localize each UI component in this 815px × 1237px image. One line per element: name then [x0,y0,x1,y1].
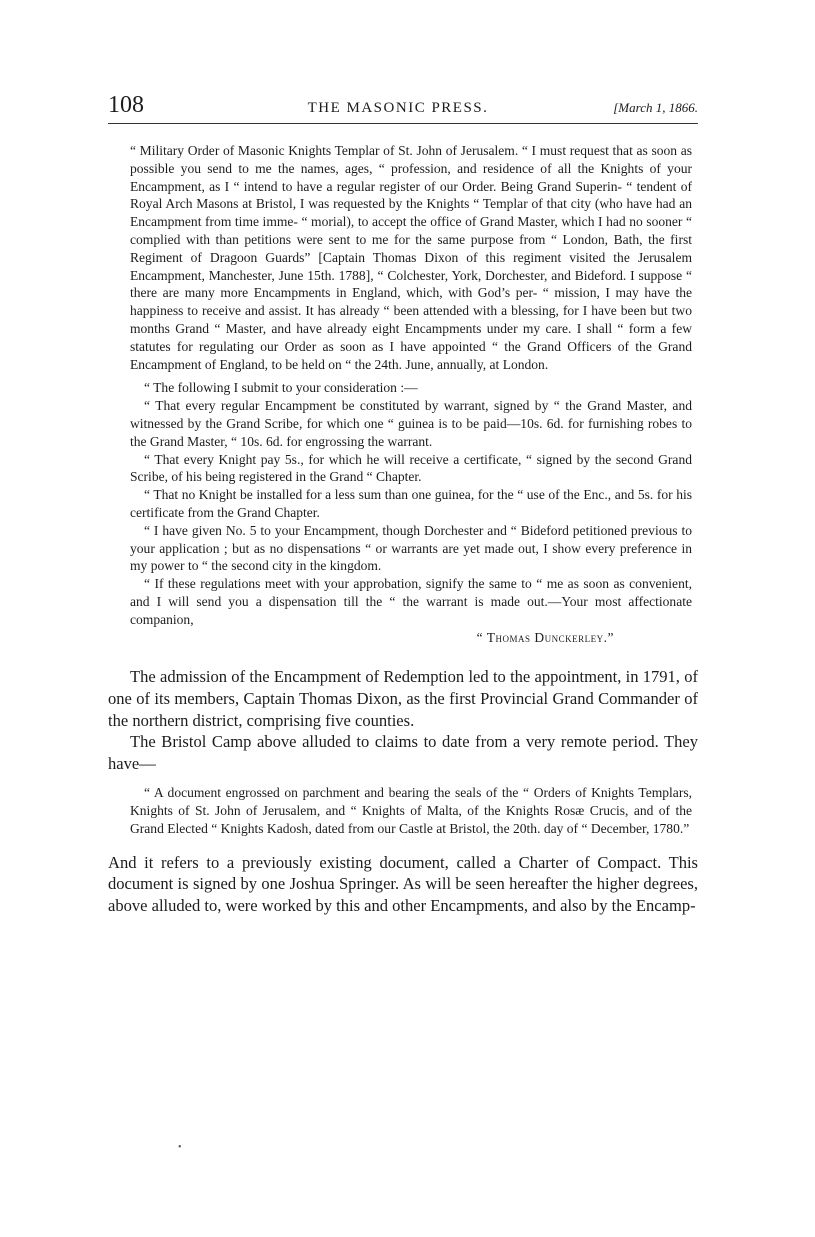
body-paragraph: The admission of the Encampment of Redemption led to the appointment, in 1791, of one of its members, Captain Thomas Dixon, as the first Provincial Grand Commander of the northern district, comprising five counties. [108,667,698,730]
letter-paragraph: “ The following I submit to your consideration :— [144,380,418,396]
dunckerley-letter [130,142,692,646]
issue-date: [March 1, 1866. [613,100,698,115]
letter-paragraph: “ I have given No. 5 to your Encampment, though Dorchester and “ Bideford petitioned previous to your application ; but as no dispensations “ or warrants are yet made out, I show every preference in my power to “ the second city in the kingdom. [130,522,692,574]
letter-paragraph: “ That every regular Encampment be constituted by warrant, signed by “ the Grand Master, and witnessed by the Grand Scribe, for which one “ guinea is to be paid—10s. 6d. for furnishing robes to the Grand Master, “ 10s. 6d. for engrossing the warrant. [130,398,692,449]
letter-paragraph: “ That every Knight pay 5s., for which he will receive a certificate, “ signed by the second Grand Scribe, of his being registered in the Grand “ Chapter. [130,451,692,485]
body-paragraph: The Bristol Camp above alluded to claims to date from a very remote period. They have— [108,732,698,773]
body-paragraph: And it refers to a previously existing document, called a Charter of Compact. This document is signed by one Joshua Springer. As will be seen hereafter the higher degrees, above alluded to, were worked by this and other Encampments, and also by the Encamp- [108,852,698,915]
printer-mark: • [178,1142,182,1153]
letter-paragraph: “ That no Knight be installed for a less sum than one guinea, for the “ use of the Enc., and 5s. for his certificate from the Grand Chapter. [130,487,692,520]
bristol-document-quote [130,784,692,837]
letter-paragraph: “ If these regulations meet with your approbation, signify the same to “ me as soon as convenient, and I will send you a dispensation till the “ the warrant is made out.—Your most affectionate companion, [130,576,692,627]
page-number: 108 [108,92,144,118]
running-title: THE MASONIC PRESS. [307,100,489,116]
page [108,92,698,916]
page-header [108,92,698,124]
quote-paragraph: “ A document engrossed on parchment and bearing the seals of the “ Orders of Knights Templars, Knights of St. John of Jerusalem, and “ Knights of Malta, of the Knights Rosæ Crucis, and of the Grand Elected “ Knights Kadosh, dated from our Castle at Bristol, the 20th. day of “ December, 1780.” [130,785,692,836]
letter-signature: “ Thomas Dunckerley.” [476,629,614,645]
letter-paragraph: “ Military Order of Masonic Knights Templar of St. John of Jerusalem. “ I must request that as soon as possible you send to me the names, ages, “ profession, and residence of all the Knights of your Encampment, as I “ intend to have a regular register of our Order. Being Grand Superin- “ tendent of Royal Arch Masons at Bristol, I was requested by the Knights “ Templar of that city (who have had an Encampment from time imme- “ morial), to accept the office of Grand Master, which I had no sooner “ complied with than petitions were sent to me for the same purpose from “ London, Bath, the first Regiment of Dragoon Guards” [Captain Thomas Dixon of this regiment visited the Jerusalem Encampment, Manchester, June 15th. 1788], “ Colchester, York, Dorchester, and Bideford. I suppose “ there are many more Encampments in England, which, with God’s per- “ mission, I may have the happiness to receive and assist. It has already “ been attended with a blessing, for I have been but two months Grand “ Master, and have already eight Encampments under my care. I shall “ form a few statutes for regulating our Order as soon as I have appointed “ the Grand Officers of the Grand Encampment of England, to be held on “ the 24th. June, annually, at London. [130,143,692,372]
